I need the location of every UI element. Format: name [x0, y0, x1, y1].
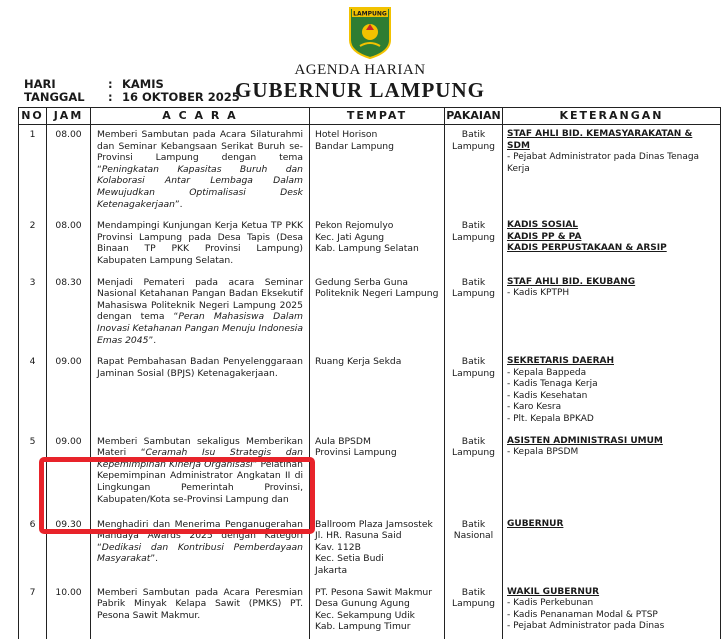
keterangan-title: KADIS PERPUSTAKAAN & ARSIP [507, 243, 667, 254]
cell-jam [47, 432, 91, 515]
cell-acara [91, 273, 310, 353]
tempat-line: Ruang Kerja Sekda [315, 356, 402, 368]
table-row [19, 583, 721, 639]
cell-keterangan [503, 125, 721, 217]
pakaian-line: Lampung [451, 598, 495, 610]
acara-text-end: ” Pelatihan Kepemimpinan Administrator Angkatan II di Lingkungan Pemerintah Provinsi, Kabupaten/Kota se-Provinsi Lampung dan [97, 458, 303, 505]
cell-pakaian [445, 273, 503, 353]
acara-text: Memberi Sambutan pada Acara Silaturahmi dan Seminar Kebangsaan Serikat Buruh se-Provinsi Lampung dengan tema “ [97, 129, 303, 175]
cell-keterangan [503, 273, 721, 353]
acara-theme: Peningkatan Kapasitas Buruh dan Kolaborasi Antar Lembaga Dalam Mewujudkan Optimalisasi Desk Ketenagakerjaan [97, 163, 303, 210]
row-time: 08.30 [55, 276, 82, 288]
table-row [19, 125, 721, 217]
tempat-line: Gedung Serba Guna [315, 276, 409, 288]
day-row [24, 77, 164, 91]
cell-jam [47, 273, 91, 353]
keterangan-title: WAKIL GUBERNUR [507, 586, 600, 597]
table-row [19, 273, 721, 353]
cell-acara [91, 515, 310, 583]
cell-tempat [310, 352, 445, 432]
tempat-line: Jakarta [315, 565, 348, 577]
cell-keterangan [503, 216, 721, 272]
row-time: 10.00 [55, 586, 82, 598]
agenda-title: GUBERNUR LAMPUNG [235, 78, 485, 102]
acara-text: Memberi Sambutan pada Acara Peresmian Pabrik Minyak Kelapa Sawit (PMKS) PT. Pesona Sawit Makmur. [97, 586, 303, 621]
header-keterangan: KETERANGAN [503, 108, 721, 125]
cell-pakaian [445, 125, 503, 217]
day-value: KAMIS [122, 77, 164, 91]
cell-no [19, 216, 47, 272]
header-tempat: TEMPAT [310, 108, 445, 125]
keterangan-item: - Kadis Perkebunan [507, 598, 594, 609]
table-row [19, 432, 721, 515]
acara-text: Mendampingi Kunjungan Kerja Ketua TP PKK Provinsi Lampung pada Desa Tapis (Desa Binaan TP PKK Provinsi Lampung) Kabupaten Lampung Selatan. [97, 220, 303, 266]
day-label: HARI [24, 77, 56, 91]
keterangan-title: ASISTEN ADMINISTRASI UMUM [507, 435, 663, 446]
cell-tempat [310, 216, 445, 272]
cell-tempat [310, 515, 445, 583]
acara-text-end: ”. [148, 334, 157, 346]
keterangan-title: KADIS PP & PA [507, 231, 582, 242]
pakaian-line: Batik [461, 586, 486, 598]
agenda-subtitle: AGENDA HARIAN [294, 62, 426, 78]
cell-jam [47, 125, 91, 217]
acara-text-end: ”. [174, 198, 183, 210]
row-number: 5 [29, 435, 36, 447]
row-number: 1 [29, 129, 36, 140]
pakaian-line: Lampung [451, 231, 495, 243]
tempat-line: Bandar Lampung [315, 140, 394, 152]
cell-no [19, 273, 47, 353]
cell-acara [91, 125, 310, 217]
acara-theme: Peran Mahasiswa Dalam Inovasi Ketahanan Pangan Menuju Indonesia Emas 2045 [97, 311, 303, 346]
keterangan-item: - Kadis Kesehatan [507, 390, 588, 401]
tempat-line: Politeknik Negeri Lampung [315, 288, 439, 300]
keterangan-item: - Karo Kesra [507, 402, 562, 413]
tempat-line: Kec. Sekampung Udik [315, 609, 415, 621]
header-jam: JAM [47, 108, 91, 125]
acara-theme: Dedikasi dan Kontribusi Pemberdayaan Masyarakat [97, 541, 303, 565]
tempat-line: Provinsi Lampung [315, 447, 397, 459]
pakaian-line: Batik [461, 518, 486, 530]
crest-label: LAMPUNG [353, 10, 387, 18]
keterangan-item: - Kepala Bappeda [507, 367, 587, 378]
table-row [19, 352, 721, 432]
pakaian-line: Lampung [451, 288, 495, 300]
acara-text: Menghadiri dan Menerima Penganugerahan Mandaya Awards 2025 dengan Kategori “ [97, 518, 303, 553]
lampung-crest-icon [347, 6, 393, 60]
keterangan-title: SEKRETARIS DAERAH [507, 356, 614, 367]
agenda-table [18, 107, 721, 639]
cell-tempat [310, 583, 445, 639]
row-number: 4 [29, 356, 36, 368]
header-acara: A C A R A [91, 108, 310, 125]
cell-acara [91, 583, 310, 639]
pakaian-line: Batik [461, 356, 486, 368]
acara-text: Menjadi Pemateri pada acara Seminar Nasional Ketahanan Pangan Badan Eksekutif Mahasiswa Politeknik Negeri Lampung 2025 dengan tema “ [97, 276, 303, 323]
tempat-line: Kec. Jati Agung [315, 231, 385, 243]
keterangan-item: - Kadis KPTPH [507, 288, 570, 299]
tempat-line: Ballroom Plaza Jamsostek [315, 518, 433, 530]
tempat-line: PT. Pesona Sawit Makmur [315, 586, 433, 598]
keterangan-title: KADIS SOSIAL [507, 220, 579, 231]
keterangan-item: - Kadis Tenaga Kerja [507, 379, 598, 390]
cell-jam [47, 583, 91, 639]
tempat-line: Kab. Lampung Selatan [315, 243, 419, 255]
cell-acara [91, 432, 310, 515]
acara-text-end: ”. [150, 553, 159, 565]
cell-pakaian [445, 216, 503, 272]
table-row [19, 515, 721, 583]
cell-no [19, 125, 47, 217]
pakaian-line: Lampung [451, 367, 495, 379]
pakaian-line: Lampung [451, 447, 495, 459]
keterangan-title: STAF AHLI BID. EKUBANG [507, 276, 636, 287]
header-pakaian: PAKAIAN [445, 108, 503, 125]
keterangan-item: - Pejabat Administrator pada Dinas Tenaga Kerja [507, 152, 700, 174]
tempat-line: Kab. Lampung Timur [315, 621, 411, 633]
cell-tempat [310, 125, 445, 217]
table-row [19, 216, 721, 272]
cell-tempat [310, 273, 445, 353]
tempat-line: Kav. 112B [315, 541, 361, 553]
tempat-line: Hotel Horison [315, 129, 378, 140]
acara-text: Rapat Pembahasan Badan Penyelenggaraan Jaminan Sosial (BPJS) Ketenagakerjaan. [97, 356, 303, 379]
row-number: 2 [29, 220, 36, 232]
row-time: 09.30 [55, 518, 82, 530]
cell-no [19, 352, 47, 432]
keterangan-item: - Pejabat Administrator pada Dinas [507, 621, 665, 632]
tempat-line: Kec. Setia Budi [315, 553, 384, 565]
cell-acara [91, 216, 310, 272]
tempat-line: Jl. HR. Rasuna Said [315, 530, 402, 542]
pakaian-line: Batik [461, 129, 486, 140]
pakaian-line: Batik [461, 276, 486, 288]
date-row [24, 90, 240, 104]
keterangan-title: STAF AHLI BID. KEMASYARAKATAN & SDM [507, 129, 693, 151]
cell-no [19, 432, 47, 515]
table-header-row [19, 108, 721, 125]
cell-jam [47, 515, 91, 583]
row-number: 6 [29, 518, 36, 530]
cell-jam [47, 216, 91, 272]
row-time: 08.00 [55, 220, 82, 232]
date-separator: : [108, 90, 113, 104]
row-number: 7 [29, 586, 36, 598]
cell-keterangan [503, 352, 721, 432]
cell-keterangan [503, 432, 721, 515]
cell-pakaian [445, 432, 503, 515]
cell-pakaian [445, 515, 503, 583]
row-time: 09.00 [55, 356, 82, 368]
day-separator: : [108, 77, 113, 91]
keterangan-title: GUBERNUR [507, 518, 564, 529]
cell-jam [47, 352, 91, 432]
acara-text: Memberi Sambutan sekaligus Memberikan Materi “ [97, 435, 303, 459]
cell-acara [91, 352, 310, 432]
keterangan-item: - Plt. Kepala BPKAD [507, 414, 594, 425]
cell-pakaian [445, 583, 503, 639]
tempat-line: Aula BPSDM [315, 435, 371, 447]
pakaian-line: Nasional [453, 530, 494, 542]
pakaian-line: Batik [461, 220, 486, 232]
pakaian-line: Batik [461, 435, 486, 447]
cell-pakaian [445, 352, 503, 432]
tempat-line: Pekon Rejomulyo [315, 220, 394, 232]
cell-keterangan [503, 515, 721, 583]
tempat-line: Desa Gunung Agung [315, 598, 410, 610]
cell-no [19, 515, 47, 583]
pakaian-line: Lampung [451, 140, 495, 152]
keterangan-item: - Kadis Penanaman Modal & PTSP [507, 609, 658, 620]
row-number: 3 [29, 276, 36, 288]
header-no: NO [19, 108, 47, 125]
cell-no [19, 583, 47, 639]
cell-tempat [310, 432, 445, 515]
acara-theme: Ceramah Isu Strategis dan Kepemimpinan Kinerja Organisasi [97, 447, 304, 470]
date-label: TANGGAL [24, 90, 85, 104]
cell-keterangan [503, 583, 721, 639]
keterangan-item: - Kepala BPSDM [507, 447, 579, 458]
date-value: 16 OKTOBER 2025 [122, 90, 240, 104]
row-time: 09.00 [55, 435, 82, 447]
row-time: 08.00 [55, 129, 82, 140]
